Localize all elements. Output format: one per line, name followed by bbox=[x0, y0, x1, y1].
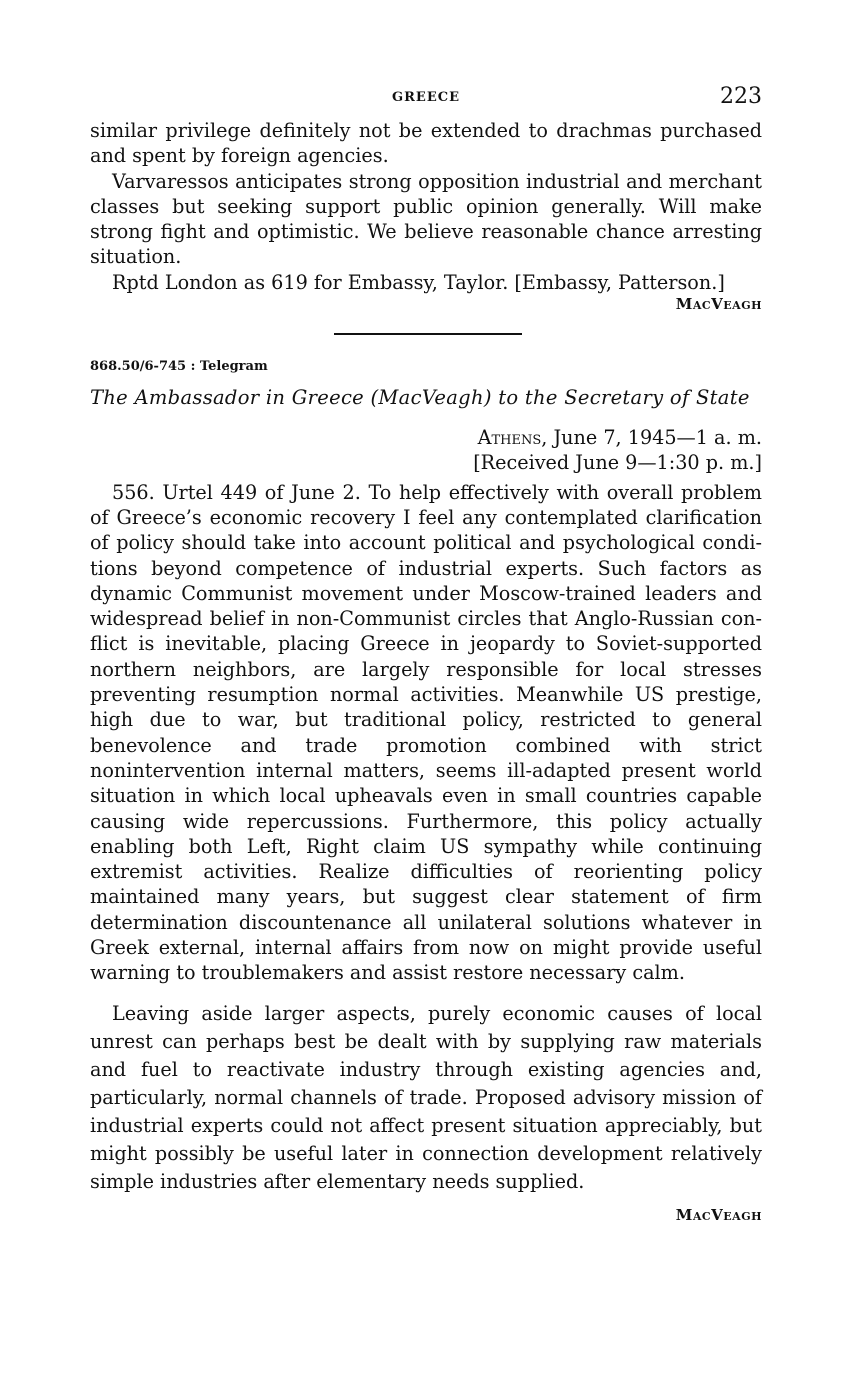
document-title: The Ambassador in Greece (MacVeagh) to the Secretary of State bbox=[90, 386, 750, 410]
telegram-paragraph-2: Leaving aside larger aspects, purely economic causes of local unrest can perhaps best be dealt with by supplying raw materials and fuel to reactivate industry through existing agencies and, particularly, normal channels of trade. Proposed advisory mission of industrial experts could not affect present situation appreciably, but might possibly be useful later in connection development relatively simple industries after elementary needs supplied. bbox=[90, 1001, 762, 1193]
dateline-date: , June 7, 1945—1 a. m. bbox=[541, 426, 762, 450]
received-line: [Received June 9—1:30 p. m.] bbox=[473, 451, 762, 475]
continued-paragraph-3: Rptd London as 619 for Embassy, Taylor. [Embassy, Patterson.] bbox=[112, 270, 725, 294]
dateline-place: Athens bbox=[477, 426, 542, 450]
continued-paragraph-2: Varvaressos anticipates strong opposition industrial and merchant classes but seeking support public opinion generally. Will make strong fight and optimistic. We believe reasonable chance arresting situation. bbox=[90, 169, 762, 269]
dateline bbox=[90, 425, 762, 450]
divider-rule bbox=[334, 333, 522, 335]
file-reference: 868.50/6-745 : Telegram bbox=[90, 359, 268, 375]
running-header bbox=[90, 84, 762, 114]
section-divider bbox=[90, 313, 762, 353]
telegram-signature bbox=[90, 1206, 762, 1224]
telegram-signature-text: MacVeagh bbox=[675, 1205, 762, 1224]
continued-signature-text: MacVeagh bbox=[675, 295, 762, 314]
continued-signature bbox=[90, 295, 762, 313]
continued-paragraph-1: similar privilege definitely not be extended to drachmas purchased and spent by foreign agencies. bbox=[90, 119, 762, 168]
page-number: 223 bbox=[720, 84, 762, 109]
running-title: GREECE bbox=[392, 90, 460, 105]
document-page bbox=[90, 84, 762, 1224]
telegram-paragraph-1: 556. Urtel 449 of June 2. To help effectively with overall problem of Greece’s economic recovery I feel any contemplated clarification of policy should take into account political and psychological conditions beyond competence of industrial experts. Such factors as dynamic Communist movement under Moscow-trained leaders and widespread belief in non-Communist circles that Anglo-Russian conflict is inevitable, placing Greece in jeopardy to Soviet-supported northern neighbors, are largely responsible for local stresses preventing resumption normal activities. Meanwhile US prestige, high due to war, but traditional policy, restricted to general benevolence and trade promotion combined with strict nonintervention internal matters, seems ill-adapted present world situation in which local upheavals even in small countries capable causing wide repercussions. Furthermore, this policy actually enabling both Left, Right claim US sympathy while continuing extremist activities. Realize difficulties of reorienting policy maintained many years, but suggest clear statement of firm determination discountenance all unilateral solutions whatever in Greek external, internal affairs from now on might provide useful warning to troublemakers and assist restore necessary calm. bbox=[90, 480, 762, 985]
